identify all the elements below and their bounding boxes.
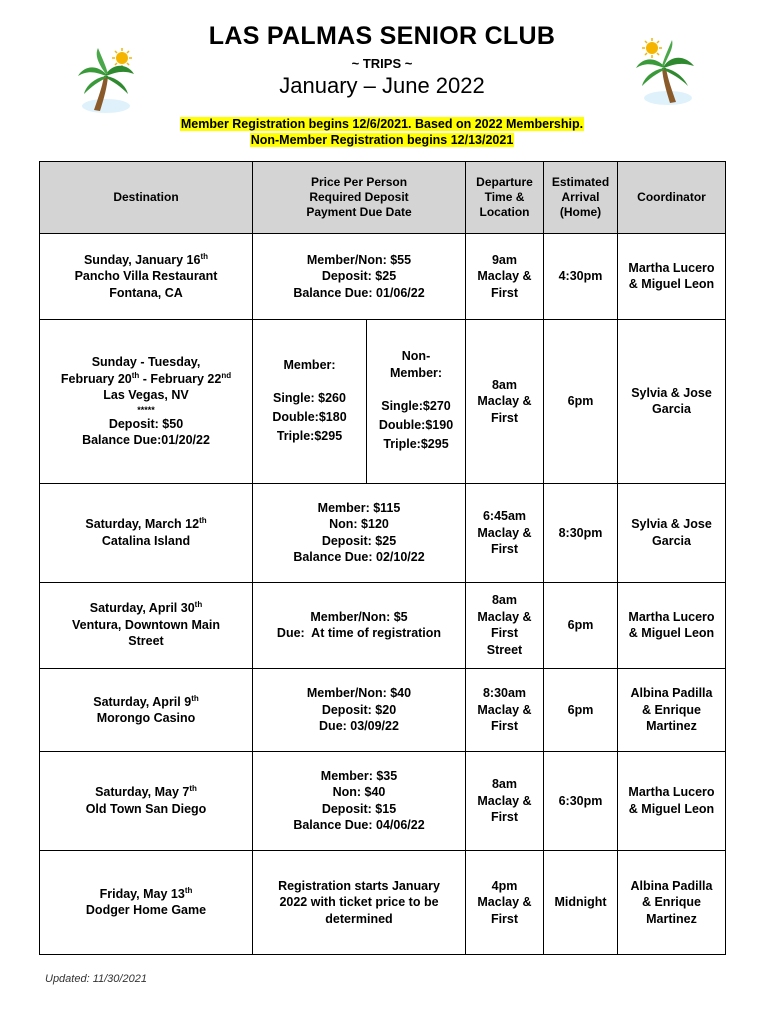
coordinator-cell: Sylvia & Jose Garcia [618, 484, 726, 582]
price-cell: Registration starts January 2022 with ticket price to be determined [253, 850, 466, 954]
table-header-row [40, 162, 726, 234]
destination-cell [40, 234, 253, 319]
notice-line-1: Member Registration begins 12/6/2021. Based on 2022 Membership. [180, 117, 584, 131]
trip-place: Street [128, 634, 164, 649]
nonmember-label: Member: [389, 365, 443, 380]
price-cell: Member/Non: $5 Due: At time of registration [253, 582, 466, 668]
coordinator-cell: Martha Lucero & Miguel Leon [618, 752, 726, 850]
registration-notice [0, 116, 764, 148]
header-price-line: Payment Due Date [306, 205, 412, 220]
trip-place: Dodger Home Game [85, 903, 207, 918]
arrival-cell: 6pm [544, 668, 618, 751]
header-departure-line: Location [479, 205, 530, 220]
coordinator-cell: Albina Padilla & Enrique Martinez [618, 668, 726, 751]
departure-cell: 4pm Maclay & First [466, 850, 544, 954]
price-cell: Member/Non: $40 Deposit: $20 Due: 03/09/22 [253, 668, 466, 751]
member-price-cell: Member: Single: $260 Double:$180 Triple:$295 [253, 319, 367, 484]
trip-date: Friday, May 13th [99, 885, 193, 901]
page-title: LAS PALMAS SENIOR CLUB [208, 22, 556, 50]
header-arrival-line: Estimated [551, 175, 610, 190]
coordinator-cell: Albina Padilla & Enrique Martinez [618, 850, 726, 954]
trips-table [39, 161, 726, 955]
table-row [40, 319, 726, 484]
arrival-cell: 4:30pm [544, 234, 618, 319]
departure-cell: 6:45am Maclay & First [466, 484, 544, 582]
nonmember-label: Non- [401, 349, 431, 364]
arrival-cell: Midnight [544, 850, 618, 954]
departure-cell: 9am Maclay & First [466, 234, 544, 319]
departure-cell: 8am Maclay & First [466, 319, 544, 484]
trip-date: Saturday, April 9th [93, 693, 199, 709]
arrival-cell: 6pm [544, 319, 618, 484]
trip-date-range: February 20th - February 22nd [60, 370, 232, 386]
header-arrival-line: Arrival [561, 190, 600, 205]
destination-cell [40, 668, 253, 751]
price-line: Balance Due: 01/06/22 [293, 285, 425, 300]
header-arrival-line: (Home) [559, 205, 602, 220]
trip-date: Sunday - Tuesday, [91, 355, 201, 370]
table-row [40, 484, 726, 582]
trip-deposit: Deposit: $50 [108, 416, 184, 431]
header-price-line: Price Per Person [310, 175, 408, 190]
arrival-cell: 8:30pm [544, 484, 618, 582]
trip-place: Pancho Villa Restaurant [74, 269, 218, 284]
destination-cell [40, 319, 253, 484]
separator-stars: ***** [137, 404, 155, 415]
arrival-cell: 6:30pm [544, 752, 618, 850]
departure-cell: 8:30am Maclay & First [466, 668, 544, 751]
destination-cell [40, 484, 253, 582]
coordinator-cell: Martha Lucero & Miguel Leon [618, 582, 726, 668]
member-label: Member: [283, 357, 336, 372]
coordinator-cell: Martha Lucero & Miguel Leon [618, 234, 726, 319]
nonmember-price-cell: Non- Member: Single:$270 Double:$190 Triple:$295 [367, 319, 466, 484]
header-departure-line: Time & [484, 190, 525, 205]
table-row [40, 234, 726, 319]
arrival-cell: 6pm [544, 582, 618, 668]
header-destination: Destination [40, 162, 253, 234]
trip-place: Catalina Island [101, 533, 191, 548]
table-row [40, 668, 726, 751]
price-line: Deposit: $25 [321, 269, 397, 284]
header-coordinator: Coordinator [618, 162, 726, 234]
trip-date: Saturday, May 7th [95, 784, 197, 800]
trip-date: Saturday, March 12th [85, 516, 207, 532]
header-departure-line: Departure [476, 175, 533, 190]
header-price [253, 162, 466, 234]
header-departure [466, 162, 544, 234]
destination-cell [40, 582, 253, 668]
page-subtitle: ~ TRIPS ~ [351, 56, 413, 71]
destination-cell [40, 850, 253, 954]
price-cell [253, 234, 466, 319]
trip-date: Sunday, January 16th [83, 251, 209, 267]
header-price-line: Required Deposit [309, 190, 409, 205]
coordinator-cell: Sylvia & Jose Garcia [618, 319, 726, 484]
trip-date: Saturday, April 30th [89, 600, 203, 616]
destination-cell [40, 752, 253, 850]
updated-date: Updated: 11/30/2021 [45, 973, 147, 985]
table-row [40, 850, 726, 954]
price-line: Member/Non: $55 [306, 252, 412, 267]
header-arrival [544, 162, 618, 234]
trip-place: Old Town San Diego [85, 801, 207, 816]
departure-cell: 8am Maclay & First [466, 752, 544, 850]
notice-line-2: Non-Member Registration begins 12/13/2021 [250, 133, 514, 147]
price-cell: Member: $115 Non: $120 Deposit: $25 Balance Due: 02/10/22 [253, 484, 466, 582]
trip-place: Morongo Casino [96, 711, 196, 726]
table-row [40, 582, 726, 668]
departure-cell: 8am Maclay & First Street [466, 582, 544, 668]
trip-place: Ventura, Downtown Main [72, 617, 220, 632]
date-range: January – June 2022 [279, 73, 485, 98]
trip-place: Las Vegas, NV [103, 388, 189, 403]
table-row [40, 752, 726, 850]
trip-place: Fontana, CA [109, 285, 183, 300]
trip-balance: Balance Due:01/20/22 [82, 433, 210, 448]
price-cell: Member: $35 Non: $40 Deposit: $15 Balance Due: 04/06/22 [253, 752, 466, 850]
